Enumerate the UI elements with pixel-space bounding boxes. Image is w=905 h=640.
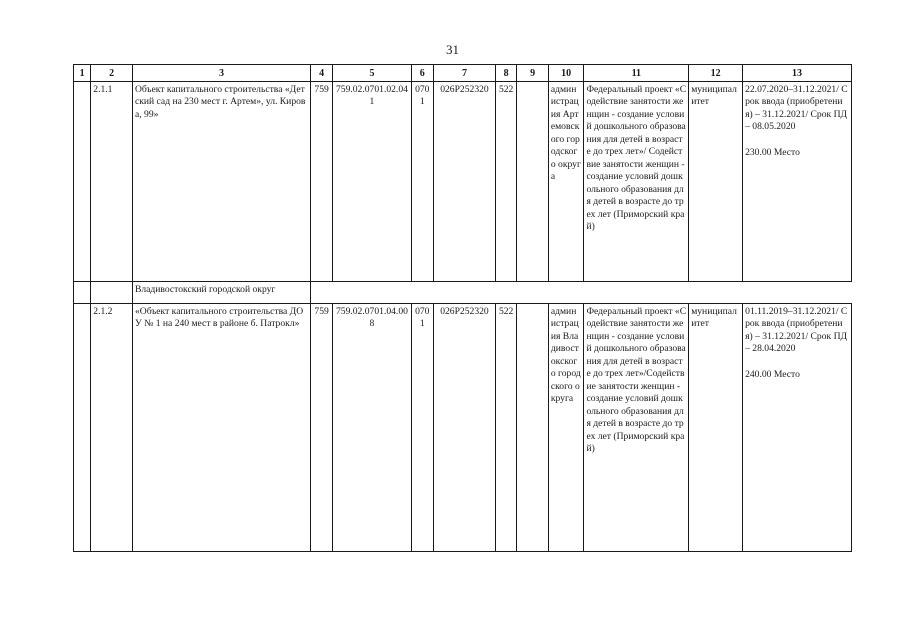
table-row: [74, 82, 852, 282]
deadlines-capacity: [743, 304, 852, 552]
header-cell: 10: [548, 65, 584, 82]
table-cell: [517, 82, 549, 282]
code-program: 759.02.0701.02.041: [333, 82, 411, 282]
header-cell: 1: [74, 65, 91, 82]
header-cell: 6: [411, 65, 433, 82]
object-name: «Объект капитального строительства ДОУ № 1 на 240 мест в районе б. Патрокл»: [132, 304, 310, 552]
header-cell: 3: [132, 65, 310, 82]
ownership-form: муниципалитет: [689, 304, 743, 552]
code-target: 026P252320: [433, 82, 495, 282]
investment-table: [73, 64, 852, 552]
header-cell: 9: [517, 65, 549, 82]
project-description: Федеральный проект «Содействие занятости женщин - создание условий дошкольного образования для детей в возрасте до трех лет»/Содействие занятости женщин - создание условий дошкольного образования для детей в возрасте до трех лет (Приморский край): [584, 304, 689, 552]
header-cell: 8: [495, 65, 516, 82]
code-target: 026P252320: [433, 304, 495, 552]
responsible-body: администрация Артемовского городского округа: [548, 82, 584, 282]
table-cell: [91, 282, 133, 304]
header-cell: 4: [310, 65, 332, 82]
header-row: [74, 65, 852, 82]
code-expense-type: 522: [495, 304, 516, 552]
code-program: 759.02.0701.04.008: [333, 304, 411, 552]
section-title: Владивостокский городской округ: [132, 282, 310, 304]
item-number: 2.1.2: [91, 304, 133, 552]
header-cell: 2: [91, 65, 133, 82]
code-section: 0701: [411, 304, 433, 552]
header-cell: 13: [743, 65, 852, 82]
section-row: [74, 282, 852, 304]
deadlines-capacity: [743, 82, 852, 282]
project-description: Федеральный проект «Содействие занятости женщин - создание условий дошкольного образования для детей в возрасте до трех лет»/ Содействие занятости женщин - создание условий дошкольного образования для детей в возрасте до трех лет (Приморский край): [584, 82, 689, 282]
table-cell: [74, 82, 91, 282]
table-cell: [310, 282, 851, 304]
page-number: 31: [446, 42, 459, 57]
table-row: [74, 304, 852, 552]
deadlines: 01.11.2019–31.12.2021/ Срок ввода (приобретения) – 31.12.2021/ Срок ПД – 28.04.2020: [745, 306, 848, 355]
table-cell: [74, 304, 91, 552]
ownership-form: муниципалитет: [689, 82, 743, 282]
code-section: 0701: [411, 82, 433, 282]
capacity: 240.00 Место: [745, 368, 800, 380]
capacity: 230.00 Место: [745, 146, 800, 158]
header-cell: 7: [433, 65, 495, 82]
table-cell: [517, 304, 549, 552]
deadlines: 22.07.2020–31.12.2021/ Срок ввода (приобретения) – 31.12.2021/ Срок ПД – 08.05.2020: [745, 84, 848, 133]
table-cell: [74, 282, 91, 304]
header-cell: 5: [333, 65, 411, 82]
code-grbs: 759: [310, 304, 332, 552]
object-name: Объект капитального строительства «Детский сад на 230 мест г. Артем», ул. Кирова, 99»: [132, 82, 310, 282]
header-cell: 12: [689, 65, 743, 82]
code-grbs: 759: [310, 82, 332, 282]
responsible-body: администрация Владивостокского городского округа: [548, 304, 584, 552]
code-expense-type: 522: [495, 82, 516, 282]
header-cell: 11: [584, 65, 689, 82]
item-number: 2.1.1: [91, 82, 133, 282]
